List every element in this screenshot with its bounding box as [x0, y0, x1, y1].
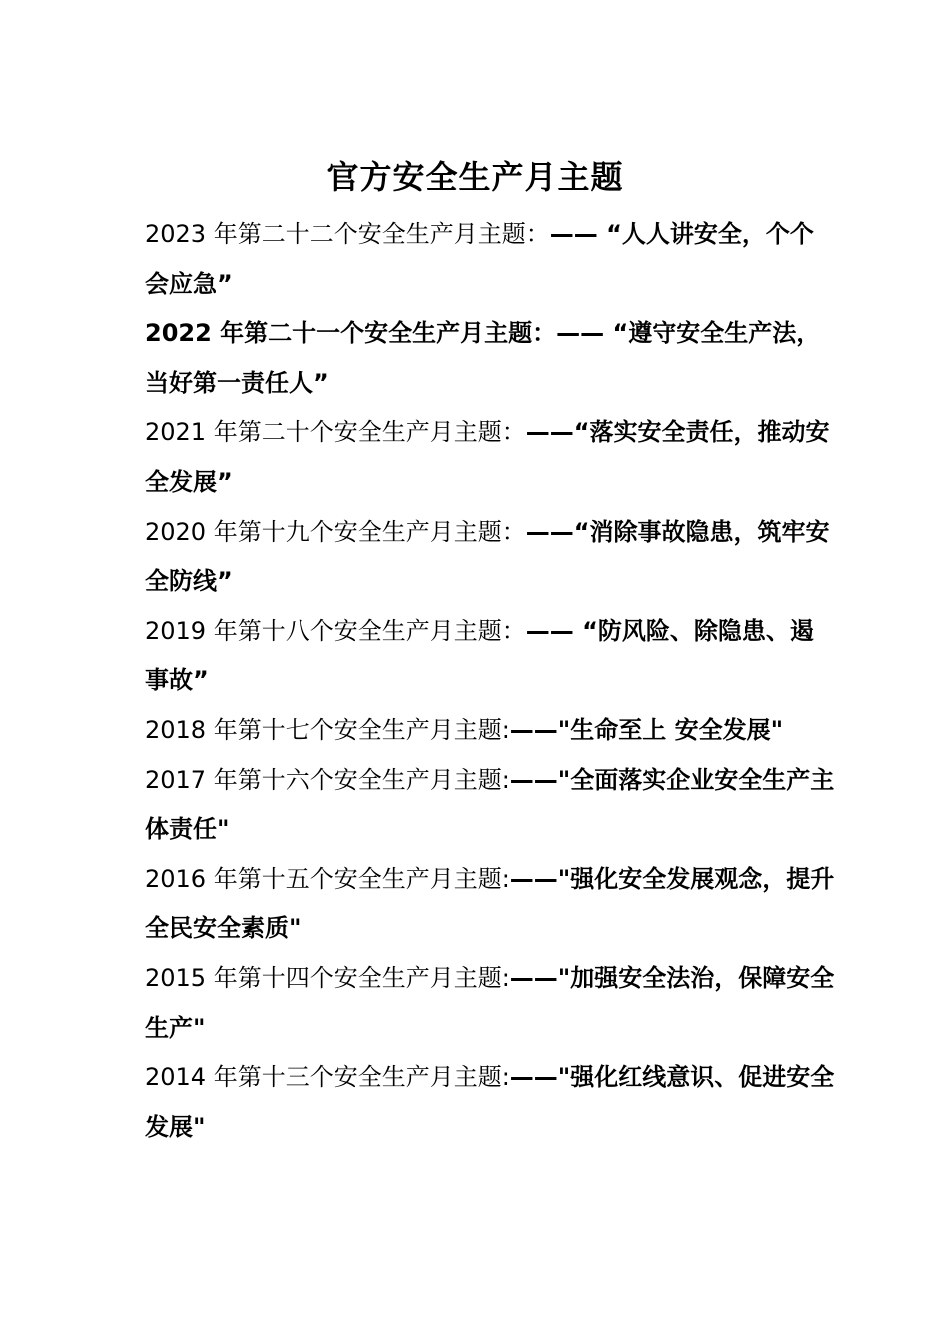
theme-entry-2017	[145, 756, 835, 855]
entry-theme: ——"全面落实企业安全生产主体责任"	[145, 765, 835, 844]
entry-theme: —— “防风险、除隐患、遏事故”	[145, 616, 814, 695]
theme-entry-2018	[145, 706, 835, 756]
entry-prefix: 2017 年第十六个安全生产月主题:	[145, 765, 510, 794]
entry-prefix: 2019 年第十八个安全生产月主题：	[145, 616, 526, 645]
theme-list	[145, 210, 835, 1152]
entry-theme: ——"加强安全法治，保障安全生产"	[145, 963, 835, 1042]
theme-entry-2020	[145, 508, 835, 607]
theme-entry-2019	[145, 607, 835, 706]
theme-entry-2015	[145, 954, 835, 1053]
theme-entry-2022	[145, 309, 835, 408]
theme-entry-2023	[145, 210, 835, 309]
entry-theme: ——“消除事故隐患，筑牢安全防线”	[145, 517, 830, 596]
entry-prefix: 2021 年第二十个安全生产月主题：	[145, 418, 526, 447]
entry-theme: —— “人人讲安全，个个会应急”	[145, 220, 814, 298]
entry-theme: ——"生命至上 安全发展"	[509, 715, 784, 744]
entry-prefix: 2023 年第二十二个安全生产月主题：	[145, 220, 550, 248]
theme-entry-2016	[145, 855, 835, 954]
entry-prefix: 2022 年第二十一个安全生产月主题：	[145, 319, 557, 348]
entry-theme: ——"强化安全发展观念，提升全民安全素质"	[145, 864, 835, 943]
entry-prefix: 2014 年第十三个安全生产月主题:	[145, 1063, 510, 1092]
theme-entry-2014	[145, 1053, 835, 1152]
entry-theme: —— “遵守安全生产法，当好第一责任人”	[145, 319, 821, 397]
entry-theme: ——"强化红线意识、促进安全发展"	[145, 1063, 835, 1141]
entry-prefix: 2020 年第十九个安全生产月主题：	[145, 517, 526, 546]
theme-entry-2021	[145, 408, 835, 507]
entry-prefix: 2018 年第十七个安全生产月主题:	[145, 715, 510, 744]
entry-theme: ——“落实安全责任，推动安全发展”	[145, 418, 830, 496]
entry-prefix: 2016 年第十五个安全生产月主题:	[145, 864, 510, 893]
document-title: 官方安全生产月主题	[326, 158, 624, 197]
entry-prefix: 2015 年第十四个安全生产月主题:	[145, 963, 510, 992]
